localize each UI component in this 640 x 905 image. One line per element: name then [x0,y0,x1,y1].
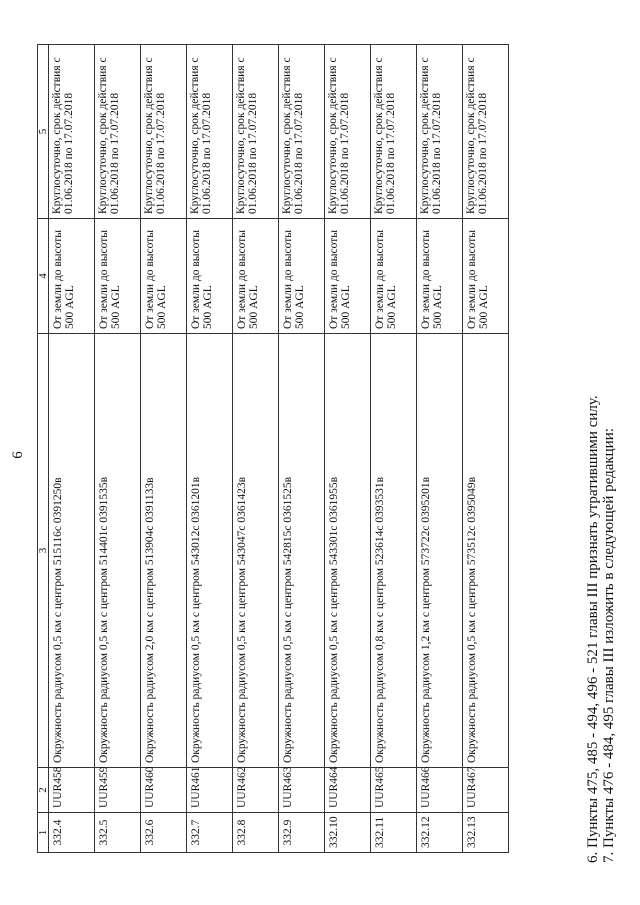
operating-time: Круглосуточно, срок действия с 01.06.2018 по 17.07.2018 [325,45,371,219]
zone-code: UUR458 [49,768,95,813]
altitude-limits: От земли до высоты 500 AGL [371,219,417,334]
zone-code: UUR464 [325,768,371,813]
page-number: 6 [10,451,26,459]
table-row [417,45,463,853]
operating-time: Круглосуточно, срок действия с 01.06.2018 по 17.07.2018 [463,45,509,219]
item-number: 332.10 [325,813,371,853]
column-header: 4 [38,219,49,334]
zone-description: Окружность радиусом 0,5 км с центром 543047с 0361423в [233,334,279,768]
table-row [95,45,141,853]
item-number: 332.6 [141,813,187,853]
operating-time: Круглосуточно, срок действия с 01.06.2018 по 17.07.2018 [49,45,95,219]
zone-code: UUR463 [279,768,325,813]
table-row [279,45,325,853]
zone-description: Окружность радиусом 0,5 км с центром 543301с 0361955в [325,334,371,768]
column-header: 2 [38,768,49,813]
operating-time: Круглосуточно, срок действия с 01.06.2018 по 17.07.2018 [141,45,187,219]
operating-time: Круглосуточно, срок действия с 01.06.2018 по 17.07.2018 [233,45,279,219]
operating-time: Круглосуточно, срок действия с 01.06.2018 по 17.07.2018 [187,45,233,219]
item-number: 332.12 [417,813,463,853]
operating-time: Круглосуточно, срок действия с 01.06.2018 по 17.07.2018 [279,45,325,219]
altitude-limits: От земли до высоты 500 AGL [279,219,325,334]
altitude-limits: От земли до высоты 500 AGL [463,219,509,334]
altitude-limits: От земли до высоты 500 AGL [49,219,95,334]
item-number: 332.11 [371,813,417,853]
zone-description: Окружность радиусом 2,0 км с центром 513904с 0391133в [141,334,187,768]
zone-description: Окружность радиусом 0,8 км с центром 523614с 0393531в [371,334,417,768]
item-number: 332.8 [233,813,279,853]
note-item-6: 6. Пункты 475, 485 - 494, 496 - 521 главы III признать утратившими силу. [585,395,601,863]
table-row [371,45,417,853]
zone-code: UUR465 [371,768,417,813]
column-header: 1 [38,813,49,853]
column-header: 3 [38,334,49,768]
item-number: 332.5 [95,813,141,853]
table-row [463,45,509,853]
table-row [325,45,371,853]
zone-code: UUR466 [417,768,463,813]
zone-description: Окружность радиусом 0,5 км с центром 515116с 0391250в [49,334,95,768]
zone-code: UUR461 [187,768,233,813]
zone-code: UUR460 [141,768,187,813]
zone-description: Окружность радиусом 1,2 км с центром 573722с 0395201в [417,334,463,768]
table-row [187,45,233,853]
item-number: 332.9 [279,813,325,853]
altitude-limits: От земли до высоты 500 AGL [95,219,141,334]
zone-description: Окружность радиусом 0,5 км с центром 514401с 0391535в [95,334,141,768]
table-row [141,45,187,853]
zone-code: UUR467 [463,768,509,813]
altitude-limits: От земли до высоты 500 AGL [325,219,371,334]
item-number: 332.13 [463,813,509,853]
altitude-limits: От земли до высоты 500 AGL [417,219,463,334]
zone-code: UUR459 [95,768,141,813]
column-header: 5 [38,45,49,219]
item-number: 332.4 [49,813,95,853]
operating-time: Круглосуточно, срок действия с 01.06.2018 по 17.07.2018 [371,45,417,219]
altitude-limits: От земли до высоты 500 AGL [141,219,187,334]
operating-time: Круглосуточно, срок действия с 01.06.2018 по 17.07.2018 [95,45,141,219]
zone-description: Окружность радиусом 0,5 км с центром 573512с 0395049в [463,334,509,768]
note-item-7: 7. Пункты 476 - 484, 495 главы III изложить в следующей редакции: [601,428,617,863]
table-header-row [38,45,49,853]
operating-time: Круглосуточно, срок действия с 01.06.2018 по 17.07.2018 [417,45,463,219]
table-row [233,45,279,853]
altitude-limits: От земли до высоты 500 AGL [187,219,233,334]
item-number: 332.7 [187,813,233,853]
altitude-limits: От земли до высоты 500 AGL [233,219,279,334]
zone-description: Окружность радиусом 0,5 км с центром 542815с 0361525в [279,334,325,768]
airspace-zones-table [37,44,509,853]
zone-code: UUR462 [233,768,279,813]
table-row [49,45,95,853]
zone-description: Окружность радиусом 0,5 км с центром 543012с 0361201в [187,334,233,768]
